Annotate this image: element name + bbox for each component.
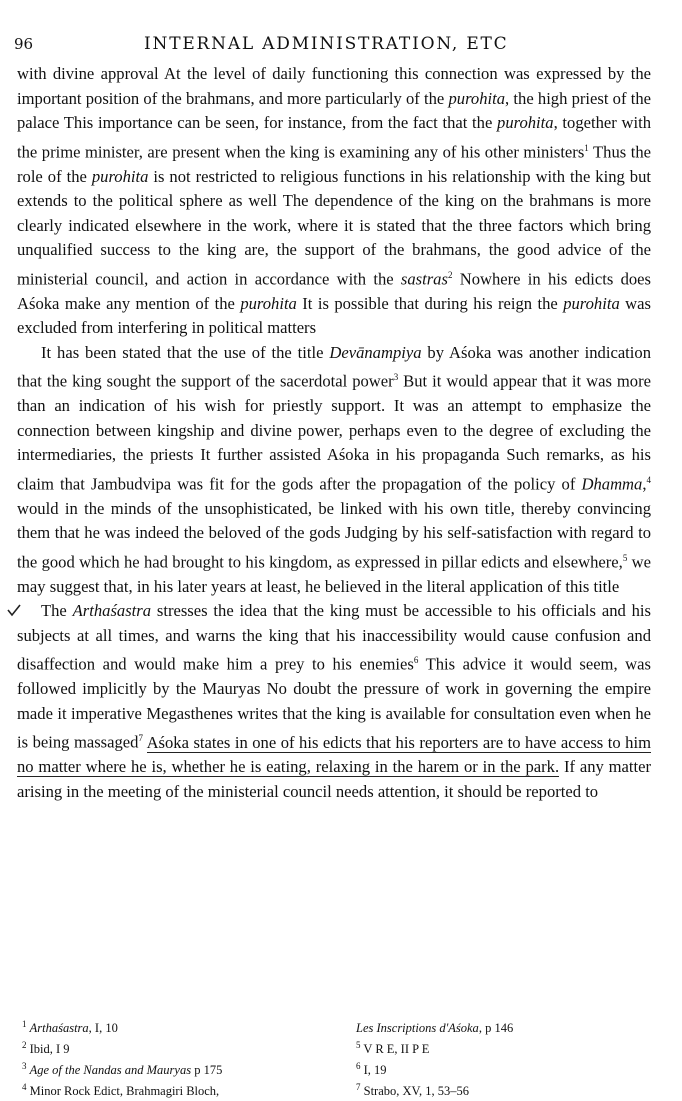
italic-term: purohita (497, 113, 554, 132)
footnote-number: 5 (356, 1040, 361, 1051)
text-span: It has been stated that the use of the title (41, 342, 330, 362)
handwritten-underline-passage: Aśoka states in one of his edicts that his reporters are to have access to him no matter where he is, whether he is eating, relaxing in the harem or in the park. (17, 732, 651, 777)
text-span: Nowhere in his edicts does Aśoka make any mention of the (17, 269, 652, 313)
footnote (22, 1037, 342, 1058)
text-span: But it would appear that it was more than an indication of his wish for priestly support. It was an attempt to emphasize the connection between kingship and divine power, perhaps even to the degree of excluding the intermediaries, the priests It further assisted Aśoka in his propaganda Such remarks, as his claim that Jambudvipa was fit for the gods after the propagation of the policy of (17, 371, 651, 494)
footnote-marker: 6 (413, 655, 419, 666)
footnote-number: 6 (356, 1061, 361, 1072)
footnote-marker: 1 (584, 142, 589, 153)
italic-term: sastras (400, 269, 448, 289)
paragraph-2 (17, 341, 651, 600)
italic-term: purohita (91, 166, 149, 186)
footnote-text: Ibid, I 9 (29, 1042, 70, 1057)
footnotes-left-column (22, 1016, 342, 1101)
text-span: , (642, 474, 647, 494)
footnote-italic: Age of the Nandas and Mauryas (29, 1063, 192, 1078)
page-header (14, 32, 652, 56)
footnote-italic: Les Inscriptions d'Aśoka (356, 1021, 479, 1036)
footnote-number: 3 (22, 1061, 27, 1072)
text-span: with divine approval At the level of daily functioning this connection was expressed by the important position of the brahmans, and more particularly of the (17, 64, 651, 108)
text-span: we may suggest that, in his later years at least, he believed in the literal application of this title (17, 552, 651, 596)
footnotes-right-column (356, 1016, 656, 1101)
paragraph-3 (17, 599, 651, 804)
text-span: is not restricted to religious functions in his relationship with the king but extends to the political sphere as well The dependence of the king on the brahmans is more clearly indicated elsewhere in the work, where it is stated that the three factors which bring unqualified success to the king are, the support of the brahmans, the good advice of the ministerial council, and action in accordance with the (17, 166, 651, 289)
text-span: , together with the prime minister, are present when the king is examining any of his other ministers (17, 113, 651, 162)
footnote (356, 1037, 656, 1058)
text-span: This advice it would seem, was followed implicitly by the Mauryas No doubt the pressure of work in governing the empire made it imperative Megasthenes writes that the king is available for consultation even when he is being massaged (17, 654, 651, 752)
footnote-marker: 2 (447, 269, 453, 280)
footnote (356, 1079, 656, 1100)
italic-term: purohita (448, 88, 506, 108)
text-span: stresses the idea that the king must be accessible to his officials and his subjects at all times, and warns the king that his inaccessibility would cause confusion and disaffection and would make him a prey to his enemies (17, 601, 651, 674)
text-span: The (41, 601, 73, 621)
body-text (17, 62, 651, 804)
footnote (22, 1016, 342, 1037)
footnote (356, 1058, 656, 1079)
footnote-marker: 4 (646, 474, 651, 485)
footnote-italic: Arthaśastra (29, 1021, 89, 1036)
text-span: If any matter arising in the meeting of the ministerial council needs attention, it should be reported to (17, 757, 651, 801)
text-span: would in the minds of the unsophisticated, be linked with his own title, thereby convincing them that he was indeed the beloved of the gods Judging by his self-satisfaction with regard to the good which he had brought to his kingdom, as expressed in pillar edicts and elsewhere, (17, 498, 651, 572)
footnote-text: Minor Rock Edict, Brahmagiri Bloch, (29, 1084, 220, 1099)
footnote-text: V R E, II P E (363, 1042, 430, 1057)
text-span: It is possible that during his reign the (296, 293, 564, 313)
italic-term: Devānampiya (329, 342, 422, 362)
footnote-number: 2 (22, 1040, 27, 1051)
paragraph-1 (17, 62, 651, 341)
text-span: by Aśoka was another indication that the king sought the support of the sacerdotal power (17, 342, 651, 391)
footnote-marker: 5 (622, 552, 628, 563)
page-number: 96 (14, 35, 34, 53)
footnote (22, 1058, 342, 1079)
footnote-marker: 7 (138, 733, 143, 744)
handwritten-check-icon (7, 603, 21, 617)
running-head: INTERNAL ADMINISTRATION, ETC (144, 34, 509, 54)
text-span: , the high priest of the palace This importance can be seen, for instance, from the fact that the (17, 88, 651, 132)
footnote-text: Strabo, XV, 1, 53–56 (363, 1084, 469, 1099)
footnote-text: I, 19 (363, 1063, 387, 1078)
footnote-marker: 3 (393, 372, 399, 383)
footnote-text: , p 146 (478, 1021, 514, 1036)
footnote-number: 4 (22, 1082, 27, 1093)
footnote-number: 1 (22, 1019, 27, 1029)
footnote (356, 1016, 656, 1037)
italic-term: purohita (240, 293, 297, 313)
footnote-number: 7 (356, 1082, 361, 1093)
footnote (22, 1079, 342, 1100)
italic-term: Dhamma (581, 474, 643, 494)
footnote-text: p 175 (191, 1063, 223, 1078)
italic-term: purohita (563, 293, 620, 313)
footnote-text: , I, 10 (88, 1021, 118, 1036)
text-span: was excluded from interfering in political matters (17, 293, 651, 338)
italic-term: Arthaśastra (72, 601, 152, 621)
text-span: Thus the role of the (17, 142, 651, 186)
